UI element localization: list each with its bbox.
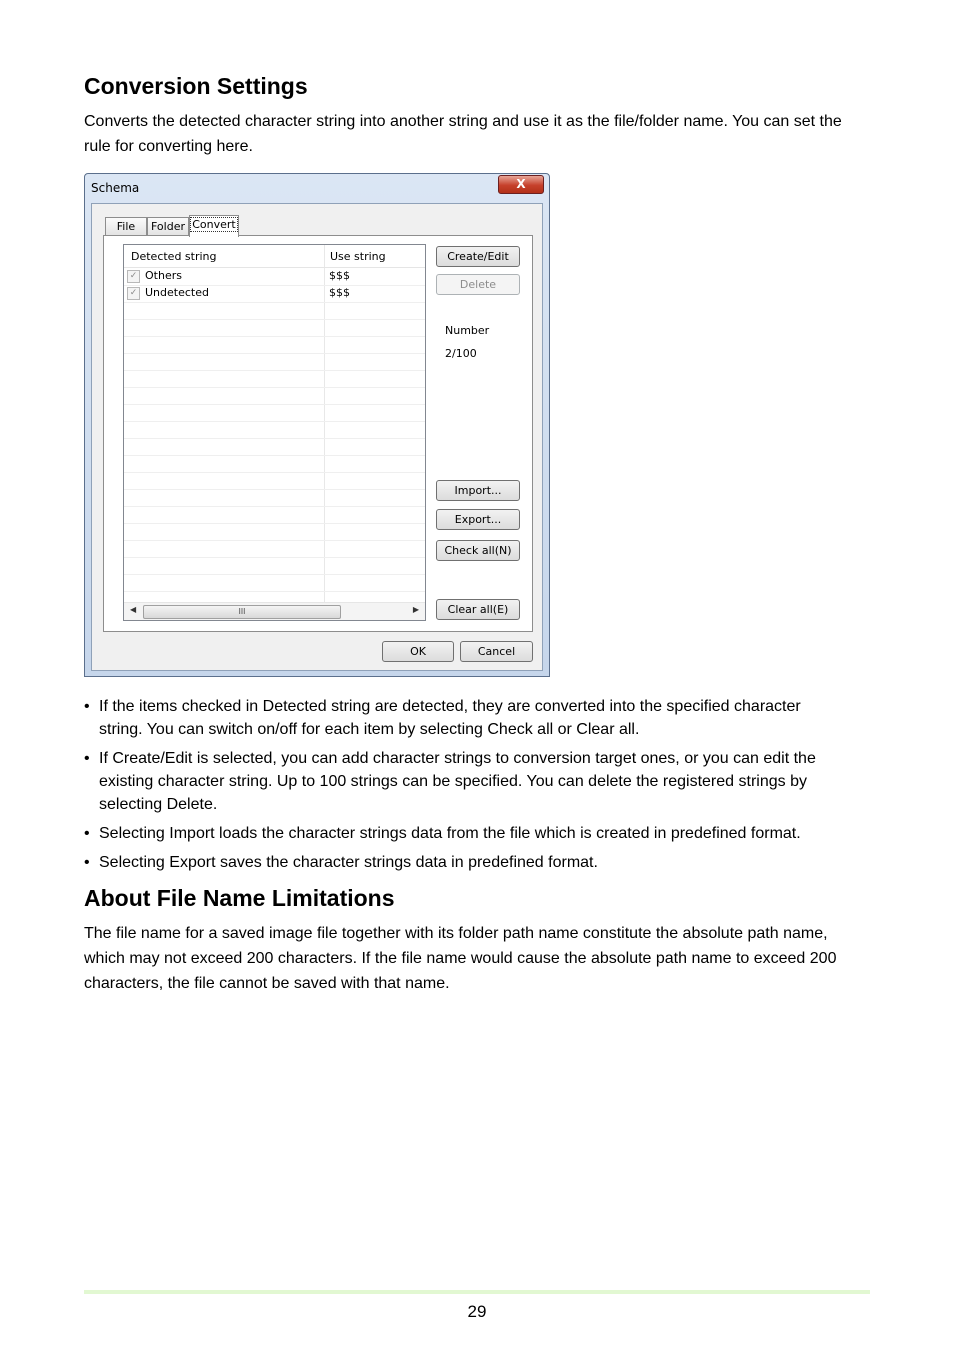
page-number: 29: [467, 1302, 487, 1321]
bullet-item: • Selecting Export saves the character strings data in predefined format.: [84, 854, 598, 871]
bullet-text-line: string. You can switch on/off for each item by selecting Check all or Clear all.: [99, 721, 640, 738]
list-item[interactable]: [124, 268, 425, 286]
empty-list-row: [124, 302, 425, 320]
bullet-text-line: selecting Delete.: [99, 796, 218, 813]
clear-all-button[interactable]: Clear all(E): [436, 599, 520, 620]
schema-dialog: [84, 173, 550, 677]
bullet-text-line: If Create/Edit is selected, you can add character strings to conversion target ones, or you can edit the: [99, 750, 816, 767]
tab-convert[interactable]: [189, 215, 239, 237]
empty-list-row: [124, 489, 425, 507]
delete-button[interactable]: Delete: [436, 274, 520, 295]
cancel-button[interactable]: Cancel: [460, 641, 533, 662]
empty-list-row: [124, 506, 425, 524]
number-value: 2/100: [445, 347, 477, 360]
bullet-item: • If the items checked in Detected string are detected, they are converted into the specified character string. You can switch on/off for each item by selecting Check all or Clear all.: [84, 698, 801, 738]
row-checkbox[interactable]: ✓: [127, 287, 140, 300]
empty-list-row: [124, 540, 425, 558]
limitations-line-1: The file name for a saved image file together with its folder path name constitute the absolute path name,: [84, 925, 828, 942]
check-all-button[interactable]: Check all(N): [436, 540, 520, 561]
section-title-file-name-limitations: About File Name Limitations: [84, 885, 395, 911]
column-header-use-string[interactable]: Use string: [330, 250, 386, 263]
empty-list-row: [124, 574, 425, 592]
bullet-item: • Selecting Import loads the character strings data from the file which is created in predefined format.: [84, 825, 801, 842]
intro-line-1: Converts the detected character string into another string and use it as the file/folder name. You can set the: [84, 113, 842, 130]
scroll-left-icon[interactable]: ◀: [130, 605, 137, 614]
bullet-text-line: If the items checked in Detected string are detected, they are converted into the specified character: [99, 698, 801, 715]
limitations-line-2: which may not exceed 200 characters. If the file name would cause the absolute path name to exceed 200: [84, 950, 837, 967]
column-header-detected-string[interactable]: Detected string: [131, 250, 217, 263]
bullet-text-line: Selecting Export saves the character strings data in predefined format.: [99, 854, 598, 871]
row-use-string: $$$: [329, 286, 350, 299]
row-detected-string: Undetected: [145, 286, 209, 299]
empty-list-row: [124, 455, 425, 473]
scroll-right-icon[interactable]: ▶: [412, 605, 419, 614]
limitations-line-3: characters, the file cannot be saved with that name.: [84, 975, 450, 992]
number-label: Number: [445, 324, 490, 337]
tab-convert-label: Convert: [192, 218, 236, 231]
empty-list-row: [124, 472, 425, 490]
intro-line-2: rule for converting here.: [84, 138, 253, 155]
empty-list-row: [124, 557, 425, 575]
bullet-item: • If Create/Edit is selected, you can add character strings to conversion target ones, or you can edit the existing character string. Up to 100 strings can be specified. You can delete the registered strings by selecting Delete.: [84, 750, 816, 813]
empty-list-row: [124, 387, 425, 405]
dialog-title: Schema: [91, 181, 140, 195]
bullet-list: [84, 695, 874, 880]
conversion-list[interactable]: [123, 244, 426, 621]
tab-folder[interactable]: [147, 217, 189, 235]
create-edit-button[interactable]: Create/Edit: [436, 246, 520, 267]
convert-tab-panel: [103, 235, 533, 632]
tab-file-label: File: [116, 220, 136, 233]
empty-list-row: [124, 370, 425, 388]
section-title-conversion-settings: Conversion Settings: [84, 73, 308, 99]
ok-button[interactable]: OK: [382, 641, 454, 662]
export-button[interactable]: Export...: [436, 509, 520, 530]
bullet-text-line: existing character string. Up to 100 strings can be specified. You can delete the registered strings by: [99, 773, 807, 790]
bullet-text-line: Selecting Import loads the character strings data from the file which is created in predefined format.: [99, 825, 801, 842]
footer-divider: [84, 1290, 870, 1294]
intro-paragraph: [84, 109, 874, 159]
row-checkbox[interactable]: ✓: [127, 270, 140, 283]
empty-list-row: [124, 319, 425, 337]
row-use-string: $$$: [329, 269, 350, 282]
empty-list-row: [124, 438, 425, 456]
empty-list-row: [124, 404, 425, 422]
import-button[interactable]: Import...: [436, 480, 520, 501]
dialog-client-area: [91, 203, 543, 671]
row-detected-string: Others: [145, 269, 182, 282]
empty-list-row: [124, 353, 425, 371]
empty-list-row: [124, 336, 425, 354]
empty-list-row: [124, 421, 425, 439]
empty-list-row: [124, 523, 425, 541]
tab-folder-label: Folder: [151, 220, 185, 233]
list-item[interactable]: [124, 285, 425, 303]
tab-file[interactable]: [105, 217, 147, 235]
close-button[interactable]: X: [498, 175, 544, 194]
scroll-thumb[interactable]: III: [143, 605, 341, 619]
list-header: [124, 245, 425, 268]
horizontal-scrollbar[interactable]: [124, 602, 425, 620]
limitations-paragraph: [84, 921, 874, 996]
